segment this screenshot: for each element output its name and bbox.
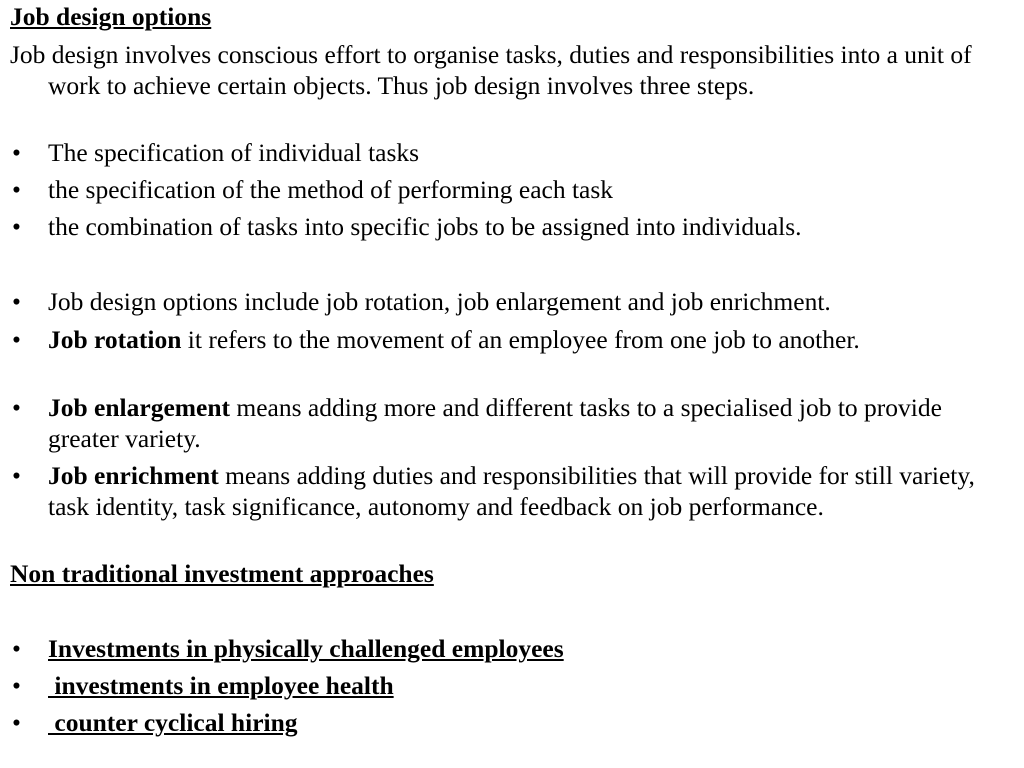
- bullet-icon: •: [12, 393, 21, 422]
- option-term: Job enlargement: [48, 393, 231, 422]
- bullet-icon: •: [12, 287, 21, 316]
- step-text: the specification of the method of performing each task: [48, 175, 614, 204]
- bullet-icon: •: [12, 461, 21, 490]
- approach-text: investments in employee health: [48, 671, 394, 700]
- bullet-icon: •: [12, 212, 21, 241]
- option-item: [10, 461, 1016, 522]
- intro-paragraph: Job design involves conscious effort to organise tasks, duties and responsibilities into a unit of work to achieve certain objects. Thus job design involves three steps.: [10, 40, 972, 100]
- heading-non-traditional-investment: Non traditional investment approaches: [10, 559, 434, 588]
- option-description: means adding more and different tasks to a specialised job to provide greater variety.: [48, 393, 942, 453]
- option-term: Job rotation: [48, 325, 182, 354]
- bullet-icon: •: [12, 138, 21, 167]
- option-term: Job enrichment: [48, 461, 219, 490]
- heading-job-design-options: Job design options: [10, 2, 212, 31]
- step-text: The specification of individual tasks: [48, 138, 420, 167]
- option-text: [48, 461, 1016, 522]
- bullet-icon: •: [12, 175, 21, 204]
- option-description: means adding duties and responsibilities that will provide for still variety, task identity, task significance, autonomy and feedback on job performance.: [48, 461, 975, 521]
- approach-text: counter cyclical hiring: [48, 708, 298, 737]
- approach-item: [10, 708, 1016, 739]
- bullet-icon: •: [12, 671, 21, 700]
- option-item: [10, 393, 1016, 454]
- option-text: [48, 325, 1016, 356]
- option-description: it refers to the movement of an employee from one job to another.: [181, 325, 860, 354]
- options-intro-item: [10, 287, 1016, 318]
- approach-item: [10, 671, 1016, 702]
- step-item: [10, 175, 1016, 206]
- option-text: [48, 393, 1016, 454]
- step-item: [10, 138, 1016, 169]
- option-item: [10, 325, 1016, 356]
- approach-text: Investments in physically challenged employees: [48, 634, 564, 663]
- approach-item: [10, 634, 1016, 665]
- bullet-icon: •: [12, 634, 21, 663]
- options-intro-text: Job design options include job rotation, job enlargement and job enrichment.: [48, 287, 831, 316]
- step-text: the combination of tasks into specific jobs to be assigned into individuals.: [48, 212, 802, 241]
- step-item: [10, 212, 1016, 243]
- bullet-icon: •: [12, 708, 21, 737]
- bullet-icon: •: [12, 325, 21, 354]
